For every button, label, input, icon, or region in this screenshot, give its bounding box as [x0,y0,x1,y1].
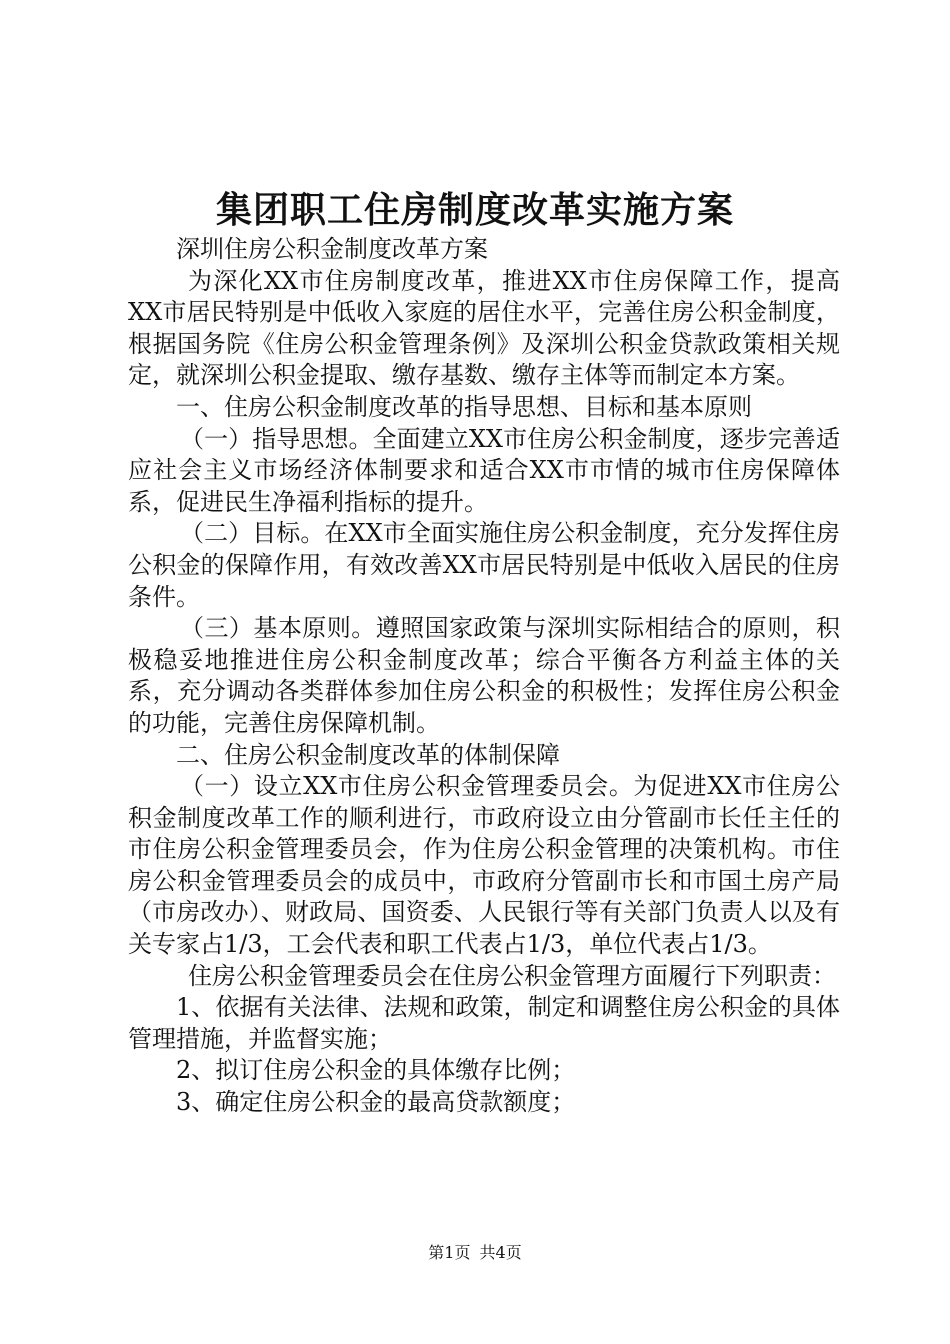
goal-paragraph: （二）目标。在XX市全面实施住房公积金制度，充分发挥住房公积金的保障作用，有效改善XX市居民特别是中低收入居民的住房条件。 [128,519,840,611]
document-title: 集团职工住房制度改革实施方案 [215,189,734,231]
section-heading-2: 二、住房公积金制度改革的体制保障 [176,740,560,769]
page-number-footer: 第1页 共4页 [428,1243,522,1262]
duty-item-1: 1、依据有关法律、法规和政策，制定和调整住房公积金的具体管理措施，并监督实施； [128,993,840,1053]
section-heading-1: 一、住房公积金制度改革的指导思想、目标和基本原则 [176,392,752,421]
principles-paragraph: （三）基本原则。遵照国家政策与深圳实际相结合的原则，积极稳妥地推进住房公积金制度改革；综合平衡各方利益主体的关系，充分调动各类群体参加住房公积金的积极性；发挥住房公积金的功能，完善住房保障机制。 [128,614,840,737]
duties-intro-paragraph: 住房公积金管理委员会在住房公积金管理方面履行下列职责： [188,961,836,990]
committee-paragraph: （一）设立XX市住房公积金管理委员会。为促进XX市住房公积金制度改革工作的顺利进行，市政府设立由分管副市长任主任的市住房公积金管理委员会，作为住房公积金管理的决策机构。市住房公积金管理委员会的成员中，市政府分管副市长和市国土房产局（市房改办）、财政局、国资委、人民银行等有关部门负责人以及有关专家占1/3，工会代表和职工代表占1/3，单位代表占1/3。 [128,772,840,959]
duty-item-3: 3、确定住房公积金的最高贷款额度； [176,1088,576,1117]
intro-paragraph: 为深化XX市住房制度改革，推进XX市住房保障工作，提高XX市居民特别是中低收入家庭的居住水平，完善住房公积金制度，根据国务院《住房公积金管理条例》及深圳公积金贷款政策相关规定，就深圳公积金提取、缴存基数、缴存主体等而制定本方案。 [128,266,840,390]
duty-item-2: 2、拟订住房公积金的具体缴存比例； [176,1056,576,1085]
guiding-ideology-paragraph: （一）指导思想。全面建立XX市住房公积金制度，逐步完善适应社会主义市场经济体制要求和适合XX市市情的城市住房保障体系，促进民生净福利指标的提升。 [128,424,840,516]
subtitle-paragraph: 深圳住房公积金制度改革方案 [176,235,488,263]
document-body [128,234,840,1119]
